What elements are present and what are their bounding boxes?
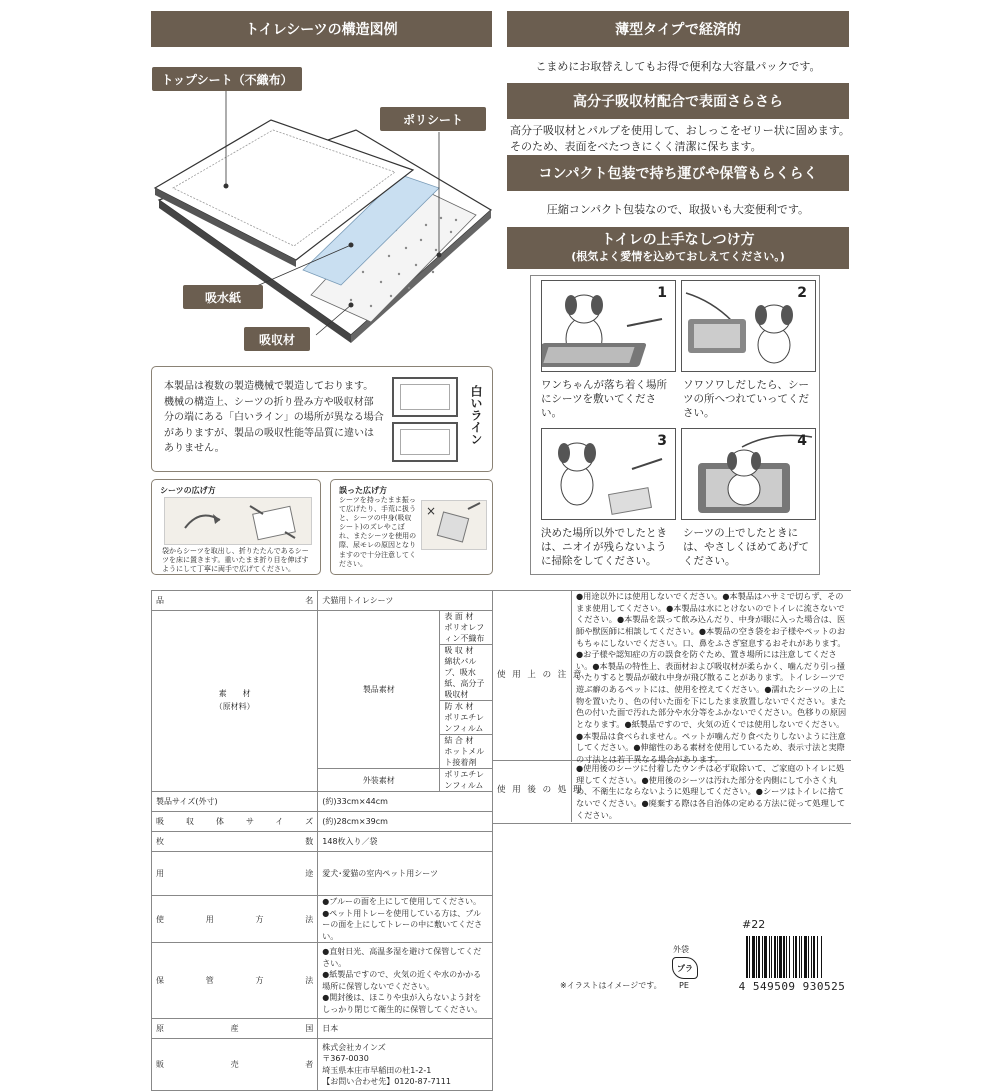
spec-label: 保 管 方 法 [152, 943, 318, 1019]
note-line: がありますが、製品の吸収性能等品質に違いは [164, 427, 374, 439]
seller-line: 株式会社カインズ [322, 1042, 386, 1052]
white-line-label: 白いライン [469, 385, 483, 445]
step-1-number: 1 [657, 285, 667, 301]
spec-value [440, 645, 493, 701]
wrong-text: シーツを持ったまま振って広げたり、手荒に扱うと、シーツの中身(吸収シート)のズレやこぼれ、またシーツを使用の際、尿モレの原因となりますので十分注意してください。 [339, 496, 417, 568]
table-row [152, 792, 493, 812]
spec-value: ポリエチレンフィルム [440, 769, 493, 792]
barcode-bar [811, 936, 812, 978]
table-row [152, 832, 493, 852]
step-4-number: 4 [797, 433, 807, 449]
barcode-bar [762, 936, 763, 978]
table-row [152, 1039, 493, 1091]
feature-header-1: 薄型タイプで経済的 [507, 11, 849, 47]
recycle-top: 外袋 [673, 945, 689, 954]
product-code: #22 [742, 918, 766, 931]
step-3-number: 3 [657, 433, 667, 449]
storage-line: ●直射日光、高温多湿を避けて保管してください。 [322, 947, 482, 968]
spread-title: シーツの広げ方 [160, 486, 216, 495]
recycle-icon [672, 957, 698, 979]
wrong-title: 誤った広げ方 [339, 486, 387, 495]
spec-value: (約)33cm×44cm [318, 792, 493, 812]
seller-line: 【お問い合わせ先】0120-87-7111 [322, 1077, 451, 1087]
barcode-bar [808, 936, 809, 978]
spec-value: 犬猫用トイレシーツ [318, 591, 493, 611]
training-subtitle: (根気よく愛情を込めておしえてください。) [571, 249, 785, 263]
barcode-bar [795, 936, 797, 978]
barcode-bar [774, 936, 776, 978]
table-row [152, 591, 493, 611]
note-line: 本製品は複数の製造機械で製造しております。 [164, 381, 374, 392]
seller-line: 〒367-0030 [322, 1054, 369, 1064]
spec-value [318, 896, 493, 943]
step-3-caption: 決めた場所以外でしたときは、ニオイが残らないように掃除をしてください。 [541, 527, 667, 568]
spec-value: (約)28cm×39cm [318, 812, 493, 832]
spec-value [440, 735, 493, 769]
training-title: トイレの上手なしつけ方 [601, 232, 755, 249]
label-absorbent-material: 吸収材 [244, 327, 310, 351]
barcode-bar [783, 936, 785, 978]
feature-text-1: こまめにお取替えしてもお得で便利な大容量パックです。 [535, 60, 821, 73]
material-sub: （原材料） [214, 702, 255, 711]
storage-line: ●開封後は、ほこりや虫が入らないよう封をしっかり閉じて衛生的に保管してください。 [322, 993, 483, 1015]
spec-label: 吸収体サイズ [152, 812, 318, 832]
spec-label: 販 売 者 [152, 1039, 318, 1091]
feature-header-3: コンパクト包装で持ち運びや保管もらくらく [507, 155, 849, 191]
howto-line: ●ペット用トレーを使用している方は、ブルーの面を上にしてトレーの中に敷いてください。 [322, 908, 483, 941]
barcode-bar [777, 936, 778, 978]
barcode-bar [756, 936, 757, 978]
barcode-bar [793, 936, 794, 978]
spec-label: 品 名 [152, 591, 318, 611]
step-2-caption: ソワソワしだしたら、シーツの所へつれていってください。 [683, 379, 809, 420]
spec-value [318, 1039, 493, 1091]
table-row [152, 1019, 493, 1039]
step-1-caption: ワンちゃんが落ち着く場所にシーツを敷いてください。 [541, 379, 667, 420]
howto-line: ●ブルーの面を上にして使用してください。 [322, 897, 481, 906]
caution-use-label: 使 用 上 の 注 意 [497, 670, 584, 680]
table-row [152, 852, 493, 896]
step-1-illustration [541, 280, 676, 372]
table-row [152, 943, 493, 1019]
caution-use-text: ●用途以外には使用しないでください。●本製品はハサミで切らず、そのまま使用してください。●本製品は水にとけないのでトイレに流さないでください。●本製品を誤って飲み込んだり、中身が眼に入った場合は、医師や獣医師に相談してください。●本製品の空き袋をお子様やペットのおもちゃにしないでください。口、鼻をふさぎ窒息するおそれがあります。●お子様や認知症の方の誤食を防ぐため、置き場所には注意してください。●本製品の特性上、表面材および吸収材が柔らかく、噛んだり引っ掻いたりすると製品が破れ中身が飛び散ることがあります。トイレシーツで遊ぶ癖のあるペットには、使用を控えてください。●濡れたシーツの上に物を置いたり、色の付いた面を下にしたまま放置しないでください。また色の付いた面で汚れた部分や水分等をふかないでください。色移りの原因となります。●紙製品ですので、火気の近くでは使用しないでください。●本製品は食べられません。ペットが噛んだり食べたりしないように注意してください。●伸縮性のある素材を使用しているため、表示寸法と実際の寸法とは若干異なる場合があります。 [576, 591, 847, 764]
barcode [742, 936, 852, 980]
step-2-number: 2 [797, 285, 807, 301]
barcode-bar [749, 936, 750, 978]
material-value: 綿状パルプ、吸水紙、高分子吸収材 [444, 657, 485, 699]
spec-label: 用 途 [152, 852, 318, 896]
training-header [507, 227, 849, 269]
table-row [152, 611, 493, 645]
spread-method-box [151, 479, 321, 575]
barcode-bar [769, 936, 770, 978]
material-name: 結 合 材 [444, 736, 474, 745]
feature-text-2: 高分子吸収材とパルプを使用して、おしっこをゼリー状に固めます。そのため、表面をべたつきにくく清潔に保ちます。 [510, 124, 850, 153]
spec-sublabel: 製品素材 [318, 611, 440, 769]
material-name: 吸 収 材 [444, 646, 474, 655]
barcode-bar [752, 936, 755, 978]
barcode-bar [799, 936, 800, 978]
spec-value [318, 943, 493, 1019]
spread-illustration [164, 497, 312, 545]
wrong-method-box [330, 479, 493, 575]
note-line: 機械の構造上、シーツの折り畳み方や吸収材部 [164, 396, 374, 408]
spec-value: 148枚入り／袋 [318, 832, 493, 852]
caution-after-text: ●使用後のシーツに付着したウンチは必ず取除いて、ご家庭のトイレに処理してください。●使用後のシーツは汚れた部分を内側にして小さく丸め、不衛生にならないように処理してください。●シーツはトイレに捨てないでください。●廃棄する際は各自治体の定める方法に従って処理してください。 [576, 763, 846, 820]
production-note [164, 379, 400, 457]
barcode-bar [771, 936, 772, 978]
spec-label: 製品サイズ(外寸) [152, 792, 318, 812]
structure-header: トイレシーツの構造図例 [151, 11, 492, 47]
spec-value [440, 701, 493, 735]
material-value: ポリオレフィン不織布 [444, 623, 485, 643]
recycle-bottom: PE [679, 981, 689, 990]
svg-text:×: × [426, 504, 437, 518]
barcode-bar [813, 936, 815, 978]
material-name: 防 水 材 [444, 702, 474, 711]
material-label: 素 材 [218, 689, 251, 699]
barcode-bar [821, 936, 822, 978]
step-4-illustration [681, 428, 816, 520]
seller-line: 埼玉県本庄市早稲田の杜1-2-1 [322, 1065, 432, 1075]
recycle-text: プラ [677, 963, 693, 973]
spec-sublabel: 外装素材 [318, 769, 440, 792]
spec-label: 原 産 国 [152, 1019, 318, 1039]
recycle-mark [670, 944, 702, 992]
white-line-sheet-1 [392, 377, 458, 417]
barcode-bar [746, 936, 748, 978]
label-absorbent-paper: 吸水紙 [183, 285, 263, 309]
step-2-illustration [681, 280, 816, 372]
note-line: 分の端にある「白いライン」の場所が異なる場合 [164, 412, 384, 423]
caution-after-label: 使 用 後 の 処 理 [497, 785, 584, 795]
feature-text-3: 圧縮コンパクト包装なので、取扱いも大変便利です。 [546, 203, 810, 216]
spec-value: 愛犬･愛猫の室内ペット用シーツ [318, 852, 493, 896]
barcode-bar [817, 936, 818, 978]
step-4-caption: シーツの上でしたときには、やさしくほめてあげてください。 [683, 527, 809, 568]
barcode-bar [764, 936, 767, 978]
barcode-bar [779, 936, 782, 978]
spread-text: 袋からシーツを取出し、折りたたんであるシーツを床に置きます。重いたまま折り目を伸ばすようにして丁寧に両手で広げてください。 [162, 547, 309, 574]
label-top-sheet: トップシート（不織布） [152, 67, 302, 91]
white-line-sheet-2 [392, 422, 458, 462]
barcode-bar [758, 936, 760, 978]
barcode-bar [801, 936, 802, 978]
wrong-illustration [421, 500, 487, 550]
material-value: ホットメルト接着剤 [444, 747, 485, 767]
storage-line: ●紙製品ですので、火気の近くや水のかかる場所に保管しないでください。 [322, 970, 482, 991]
note-line: ありません。 [164, 443, 225, 454]
feature-header-2: 高分子吸収材配合で表面さらさら [507, 83, 849, 119]
spec-label: 枚 数 [152, 832, 318, 852]
barcode-bar [786, 936, 787, 978]
barcode-bar [804, 936, 807, 978]
material-name: 表 面 材 [444, 612, 474, 621]
illustration-note: ※イラストはイメージです。 [560, 981, 662, 990]
material-value: ポリエチレンフィルム [444, 713, 485, 733]
spec-label: 使 用 方 法 [152, 896, 318, 943]
spec-table [151, 590, 493, 1091]
spec-label [152, 611, 318, 792]
spec-value: 日本 [318, 1019, 493, 1039]
step-3-illustration [541, 428, 676, 520]
spec-value [440, 611, 493, 645]
table-row [152, 812, 493, 832]
label-poly-sheet: ポリシート [380, 107, 486, 131]
sheet-structure-diagram [151, 60, 496, 360]
production-note-box [151, 366, 493, 472]
barcode-digits: 4 549509 930525 [738, 980, 846, 993]
table-row [152, 896, 493, 943]
barcode-bar [789, 936, 790, 978]
